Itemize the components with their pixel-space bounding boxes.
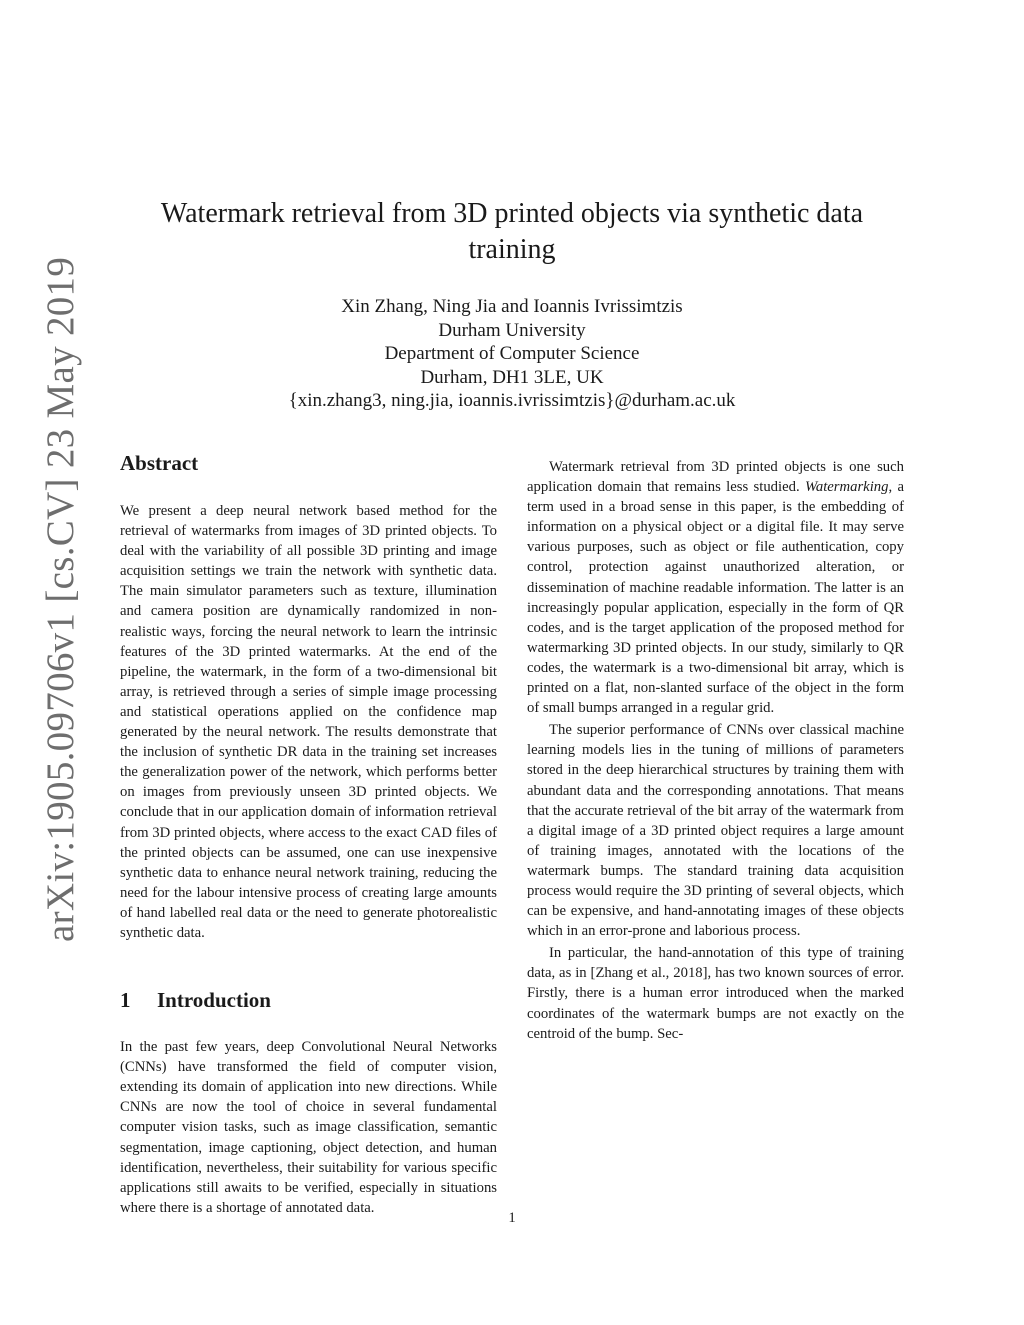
- right-column: [527, 455, 904, 1044]
- paper-title: Watermark retrieval from 3D printed objects via synthetic data training: [160, 198, 864, 265]
- intro-paragraph-2-rest: , a term used in a broad sense in this paper, is the embedding of information on a physical object or a digital file. It may serve various purposes, such as object or file authentication, copy control, protection against unauthorized alteration, or dissemination of machine readable information. The latter is an increasingly popular application, especially in the form of QR codes, and is the target application of the proposed method for watermarking 3D printed objects. In our study, similarly to QR codes, the watermark is a two-dimensional bit array, which is printed on a flat, non-slanted surface of the object in the form of small bumps arranged in a regular grid.: [527, 479, 904, 717]
- intro-paragraph-2-lead: Watermark retrieval from 3D printed objects is one such application domain that remains less studied.: [527, 459, 904, 496]
- intro-paragraph-4: In particular, the hand-annotation of this type of training data, as in [Zhang et al., 2018], has two known sources of error. Firstly, there is a human error introduced when the marked coordinates of the watermark bumps are not exactly on the centroid of the bump. Sec-: [527, 945, 904, 1042]
- author-address: Durham, DH1 3LE, UK: [420, 366, 604, 388]
- intro-paragraph-3: The superior performance of CNNs over classical machine learning models lies in the tuning of millions of parameters stored in the deep hierarchical structures by training them with abundant data and the corresponding annotations. That means that the accurate retrieval of the bit array of the watermark from a digital image of a 3D printed object requires a large amount of training images, annotated with the locations of the watermark bumps. The standard training data acquisition process would require the 3D printing of several objects, which can be expensive, and hand-annotating images of these objects which in an error-prone and laborious process.: [527, 722, 904, 940]
- introduction-heading: [120, 987, 497, 1013]
- left-column: [120, 450, 497, 1218]
- page-number: 1: [508, 1210, 516, 1226]
- author-block: [120, 295, 904, 413]
- arxiv-identifier: arXiv:1905.09706v1 [cs.CV] 23 May 2019: [39, 256, 82, 942]
- intro-paragraph-1: In the past few years, deep Convolutional Neural Networks (CNNs) have transformed the field of computer vision, extending its domain of application into new directions. While CNNs are now the tool of choice in several fundamental computer vision tasks, such as image classification, semantic segmentation, image captioning, object detection, and human identification, nevertheless, their suitability for various specific applications still awaits to be verified, especially in situations where there is a shortage of annotated data.: [120, 1039, 497, 1216]
- author-university: Durham University: [438, 319, 586, 341]
- watermarking-term: Watermarking: [804, 479, 889, 496]
- author-emails: {xin.zhang3, ning.jia, ioannis.ivrissimtzis}@durham.ac.uk: [288, 390, 736, 411]
- author-department: Department of Computer Science: [384, 343, 640, 364]
- section-number: 1: [120, 988, 131, 1013]
- abstract-heading: Abstract: [120, 451, 199, 475]
- author-names: Xin Zhang, Ning Jia and Ioannis Ivrissimtzis: [341, 296, 683, 317]
- section-title: Introduction: [157, 988, 271, 1013]
- abstract-text: We present a deep neural network based method for the retrieval of watermarks from images of 3D printed objects. To deal with the variability of all possible 3D printing and image acquisition settings we train the network with synthetic data. The main simulator parameters such as texture, illumination and camera position are dynamically randomized in non-realistic ways, forcing the neural network to learn the intrinsic features of the 3D printed watermarks. At the end of the pipeline, the watermark, in the form of a two-dimensional bit array, is retrieved through a series of simple image processing and statistical operations applied on the confidence map generated by the neural network. The results demonstrate that the inclusion of synthetic DR data in the training set increases the generalization power of the network, which performs better on images from previously unseen 3D printed objects. We conclude that in our application domain of information retrieval from 3D printed objects, where access to the exact CAD files of the printed objects can be assumed, one can use inexpensive synthetic data to enhance neural network training, reducing the need for the labour intensive process of creating large amounts of hand labelled real data or the need to generate photorealistic synthetic data.: [120, 503, 497, 941]
- intro-paragraph-2: [527, 457, 904, 718]
